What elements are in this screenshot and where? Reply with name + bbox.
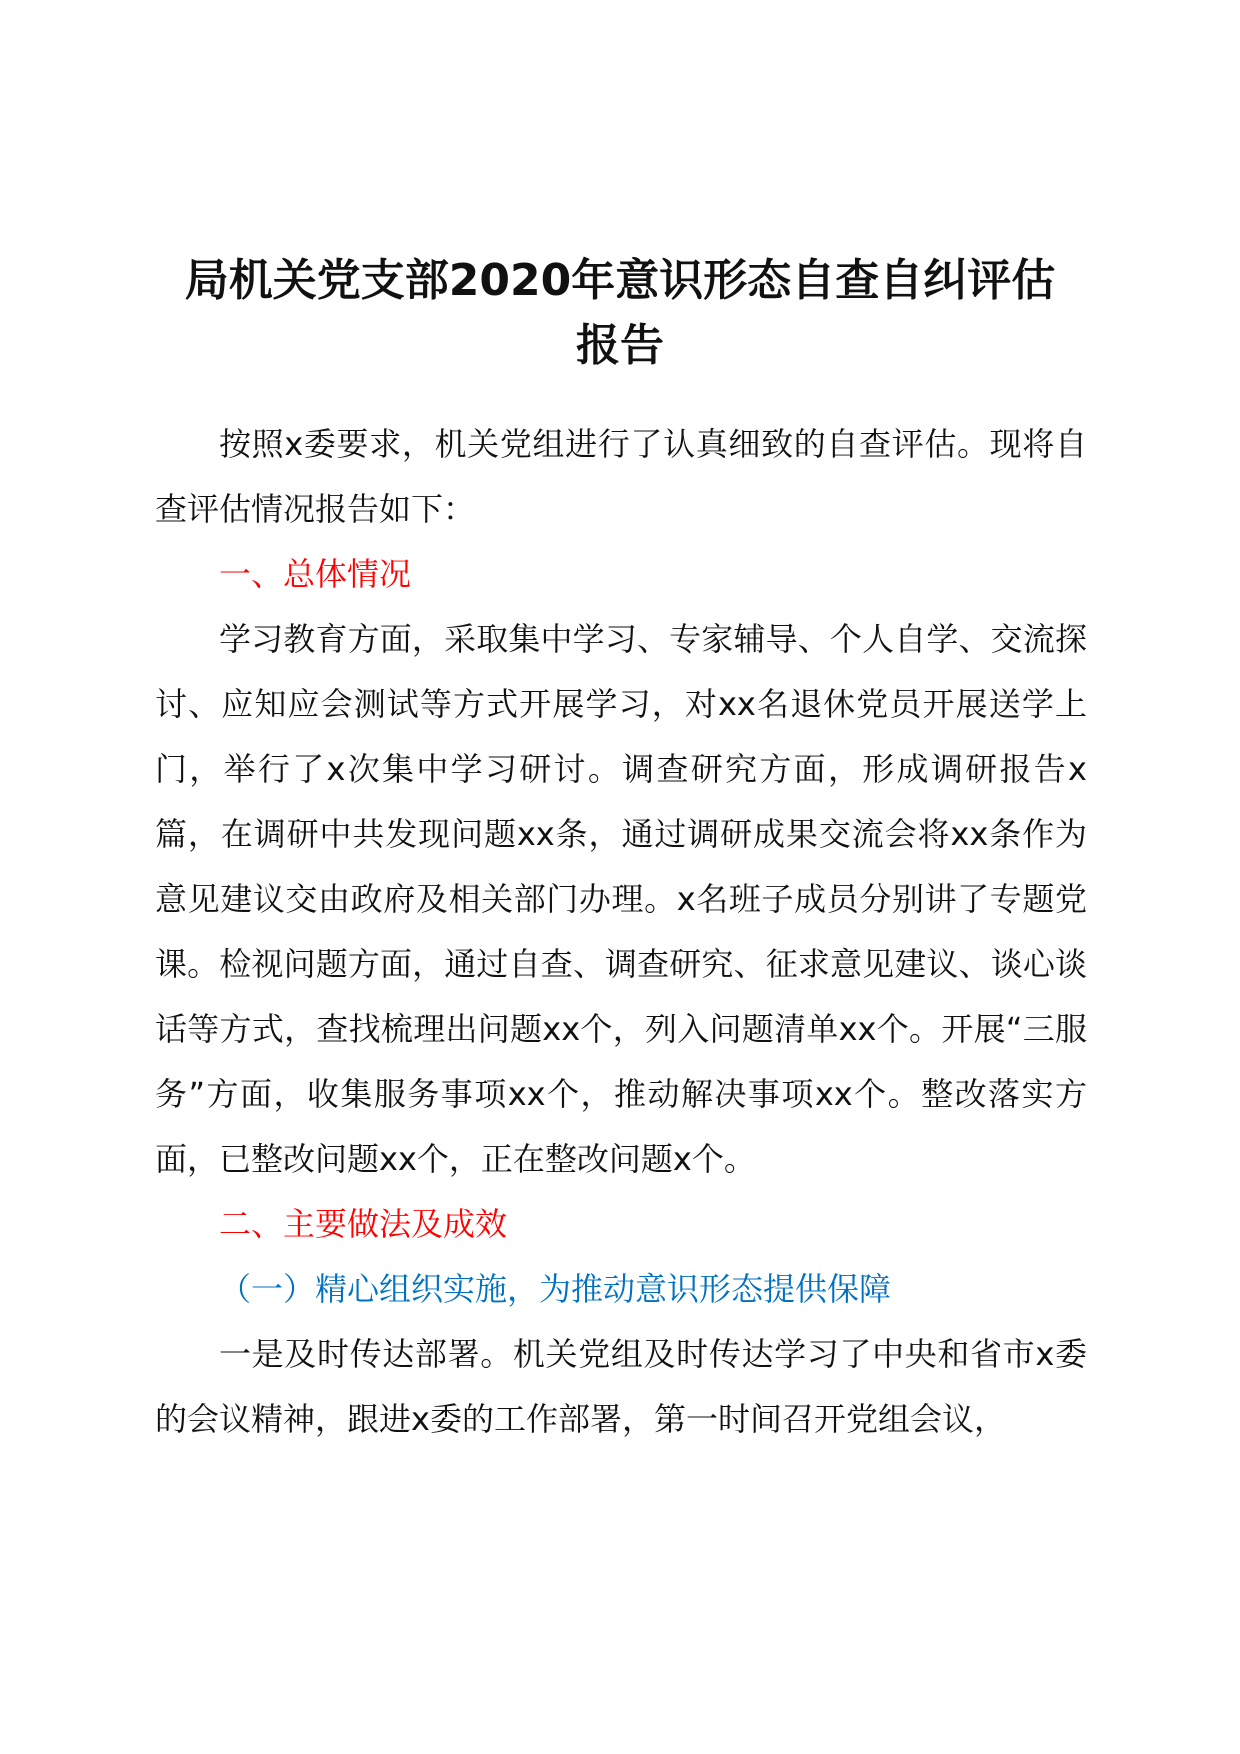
document-title [130, 248, 1110, 378]
title-line-1: 局机关党支部2020年意识形态自查自纠评估 [184, 255, 1056, 306]
section-heading-overall: 一、总体情况 [219, 555, 412, 593]
organization-paragraph: 一是及时传达部署。机关党组及时传达学习了中央和省市x委的会议精神，跟进x委的工作部署，第一时间召开党组会议， [155, 1335, 1087, 1438]
overall-paragraph: 学习教育方面，采取集中学习、专家辅导、个人自学、交流探讨、应知应会测试等方式开展学习，对xx名退休党员开展送学上门，举行了x次集中学习研讨。调查研究方面，形成调研报告x篇，在调研中共发现问题xx条，通过调研成果交流会将xx条作为意见建议交由政府及相关部门办理。x名班子成员分别讲了专题党课。检视问题方面，通过自查、调查研究、征求意见建议、谈心谈话等方式，查找梳理出问题xx个，列入问题清单xx个。开展“三服务”方面，收集服务事项xx个，推动解决事项xx个。整改落实方面，已整改问题xx个，正在整改问题x个。 [155, 620, 1087, 1178]
title-line-2: 报告 [576, 320, 664, 371]
subsection-heading-organization: （一）精心组织实施，为推动意识形态提供保障 [219, 1270, 892, 1308]
intro-paragraph: 按照x委要求，机关党组进行了认真细致的自查评估。现将自查评估情况报告如下： [155, 425, 1087, 528]
document-body [155, 412, 1087, 1452]
section-heading-measures: 二、主要做法及成效 [219, 1205, 508, 1243]
